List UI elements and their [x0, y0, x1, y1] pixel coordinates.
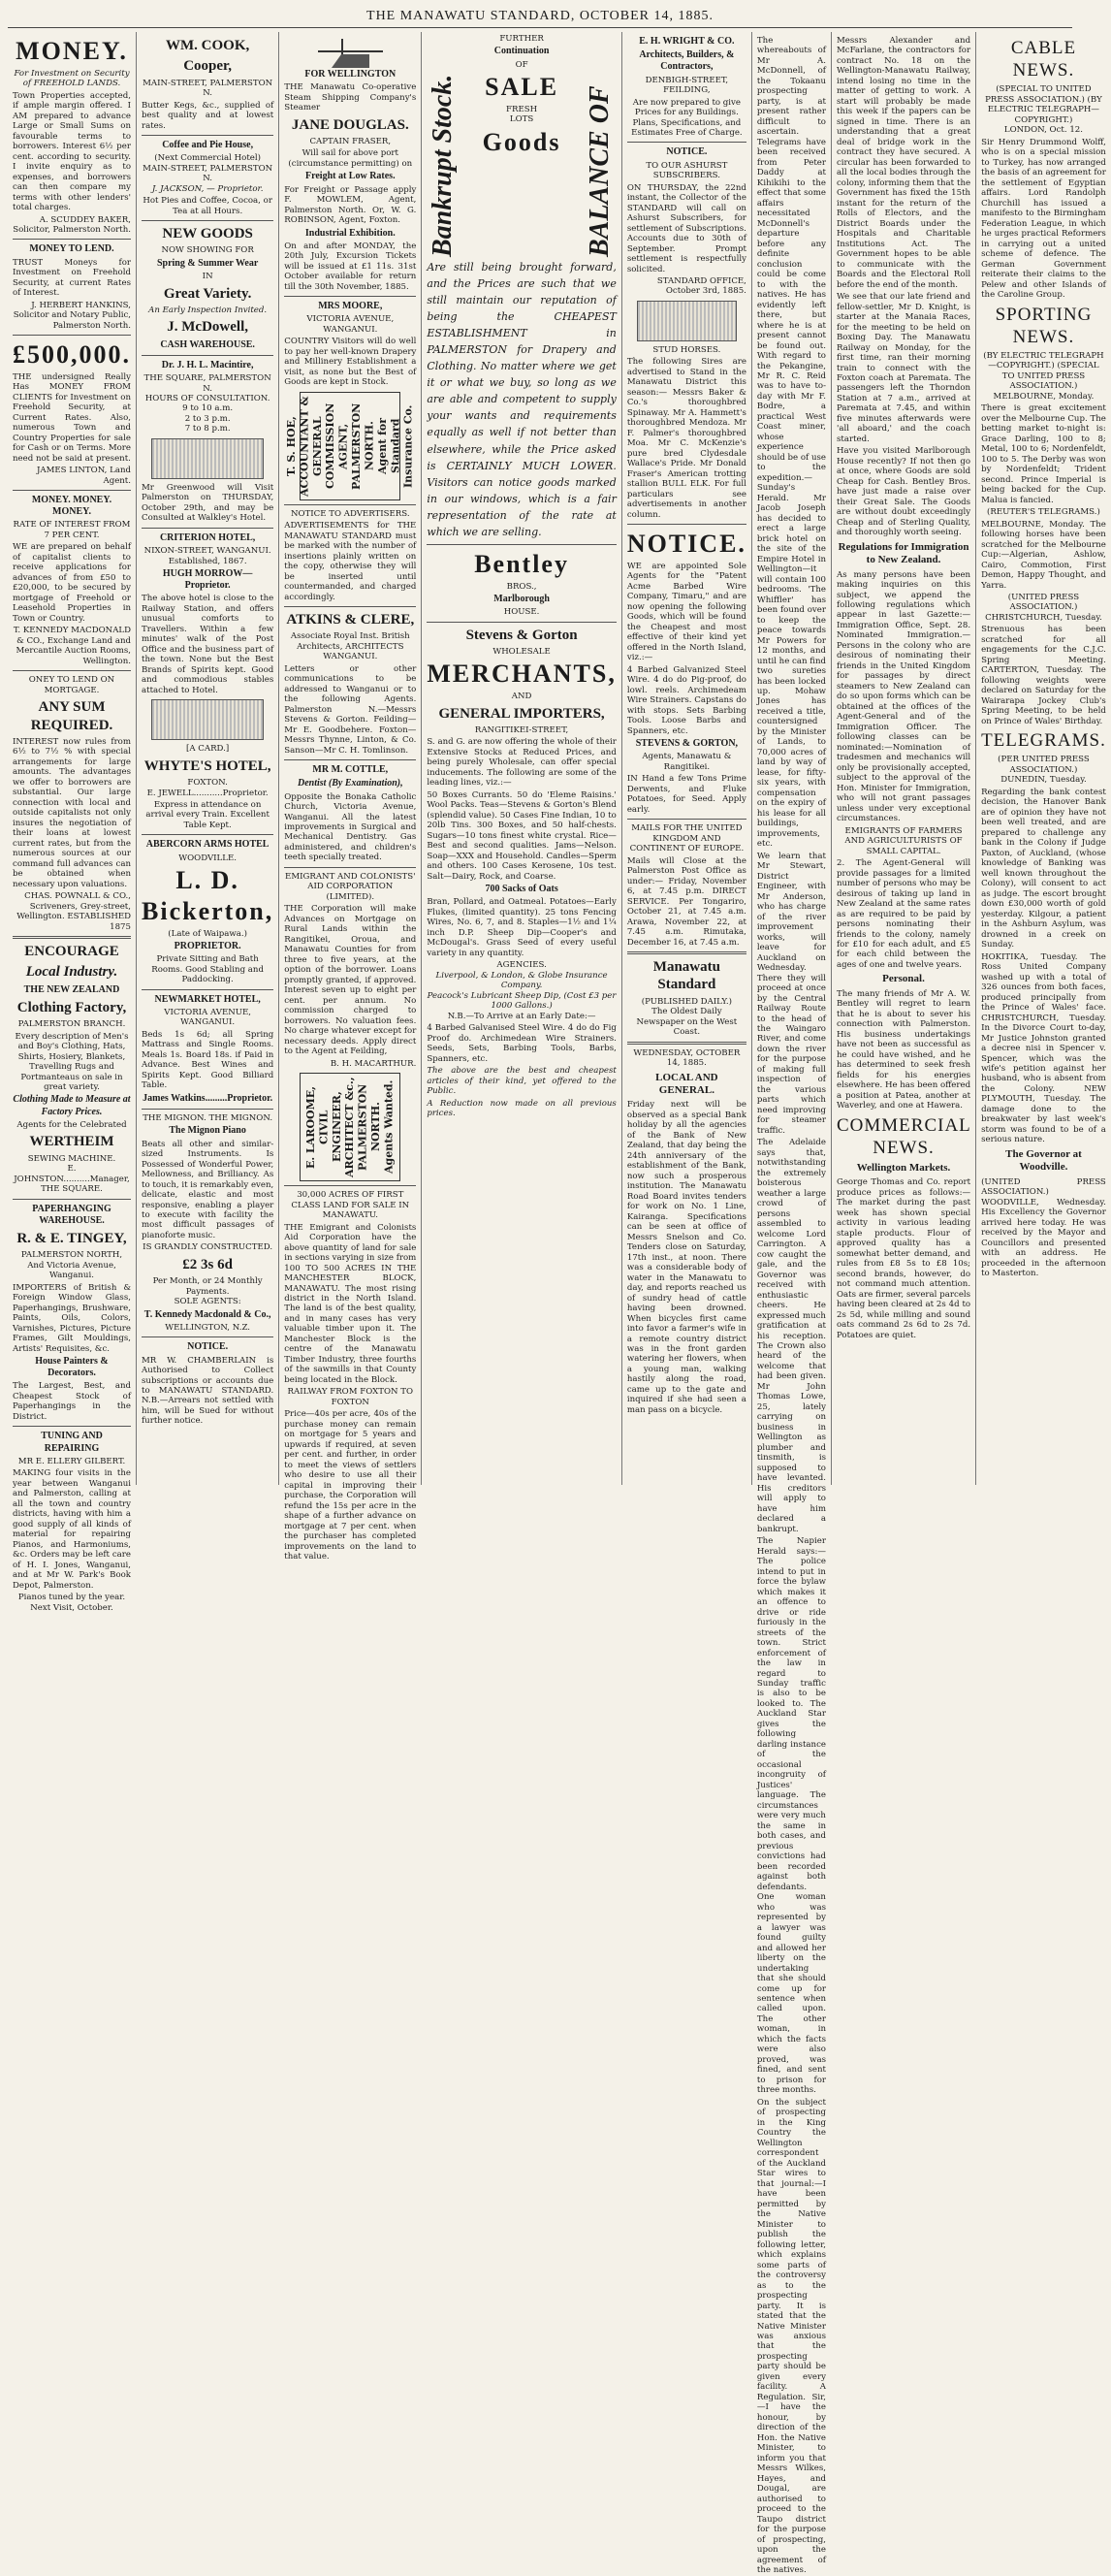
cook-heading: WM. COOK, — [166, 38, 250, 53]
spring-heading: Spring & Summer Wear — [156, 257, 259, 269]
laroome-card: E. LAROOME, CIVIL ENGINEER, ARCHITECT &c., PALMERSTON NORTH. Agents Wanted. — [300, 1073, 400, 1181]
great-heading: Great Variety. — [163, 285, 252, 302]
lines-list: 50 Boxes Currants. 50 do 'Eleme Raisins.' Wool Packs. Teas—Stevens & Gorton's Blend (splendid value). 50 Cases Fine Indian, 10 to 20lb Tins. 300 Boxes, and 50 half-chests. Sugars—10 tons finest white crystal. Rice—Best and second qualities. Jams—Nelson. Soap—XXX and Household. Candles—Sperm and others. 100 Cases Kerosene, 10s test. Salt—Dairy, Rock, and Coarse. — [427, 789, 617, 882]
woodville-heading: The Governor at Woodville. — [1005, 1147, 1082, 1174]
hours-3: 7 to 8 p.m. — [184, 424, 231, 435]
moore-heading: MRS MOORE, — [318, 301, 383, 312]
newmarket-body: Beds 1s 6d; all Spring Mattrass and Single Rooms. Meals 1s. Board 18s. if Paid in Advance. Best Wines and Spirits Kept. Good Billiard Table. — [142, 1029, 274, 1091]
jane-heading: JANE DOUGLAS. — [291, 116, 409, 133]
lend-body: TRUST Moneys for Investment on Freehold Security, at current Rates of Interest. — [13, 257, 131, 299]
exhibition-heading: Industrial Exhibition. — [304, 227, 396, 239]
wholesale-line: WHOLESALE — [492, 646, 551, 657]
news-body-1: The whereabouts of Mr A. McDonnell, of the Tokaanu prospecting party, is at present rather difficult to ascertain. Telegrams have been received from Peter Daddy at Kihikihi to the effect that some affairs necessitated McDonnell's departure before any definite conclusion could be come to with the natives. He has evidently left there, but where he is at present cannot be found out. With regard to the Pekangine, Mr R. C. Reid was to have to-day with Mr F. Bodre, a practical West Coast miner, whose experience should be of use to the expedition.—Sunday's Herald. Mr Jacob Joseph has decided to erect a large brick hotel on the site of the Empire Hotel in Wellington—it will contain 100 bedrooms. 'The Whiffler' has been found over to keep the peace towards Mr Powers for 12 months, and until he can find two sureties has been locked up. Mohaw Jones has received a title, countersigned by the Minister of Lands, to 70,000 acres of land by way of lease, for fifty-six years, with compensation on the expiry of his lease for all buildings, improvements, etc. — [756, 36, 826, 850]
foot-line: The above are the best and cheapest articles of their kind, yet offered to the Public. — [427, 1066, 617, 1097]
melbourne-dateline: MELBOURNE, Monday. — [993, 391, 1095, 402]
acres-body: THE Emigrant and Colonists Aid Corporation have the above quantity of land for sale in sections varying in size from 100 TO 500 ACRES IN THE MANCHESTER BLOCK, MANAWATU. The most rising district in the North Island. The land is of the best quality, and in many cases has very valuable timber upon it. The Manchester Block is the centre of the Manawatu Timber Industry, three fourths of the sawmills in that County being located in the Block. — [284, 1222, 417, 1385]
column-8 — [976, 32, 1111, 1485]
mails-body: Mails will Close at the Palmerston Post Office as under:— Friday, November 6, at 7.45 p.m. DIRECT SERVICE. Per Tongariro, October 21, at 7.45 a.m. Arawa, November 22, at 7.45 a.m. Rimutaka, December 16, at 7.45 a.m. — [626, 855, 746, 948]
merchants-heading: MERCHANTS, — [427, 660, 617, 689]
jackson-line: J. JACKSON, — Proprietor. — [151, 183, 264, 194]
sporting-body: There is great excitement over the Melbourne Cup. The betting market to-night is: Grace Darling, 100 to 8; Metal, 100 to 6; Nordenfeldt, 100 to 5. The Derby was won by Nordenfeldt; Trident second. Prince Imperial is being backed for the Cup. Malua is fancied. — [981, 403, 1106, 505]
cashware-heading: CASH WAREHOUSE. — [160, 338, 255, 350]
early-body: 4 Barbed Galvanised Steel Wire. 4 do do Fig Proof do. Archimedean Wire Strainers. Seeds, Sets, Barbing Tools, Barbs, Spanners, etc. — [427, 1023, 617, 1064]
sale-heading: SALE — [485, 73, 559, 102]
news-body-8: Have you visited Marlborough House recently? If not then go at once, where Goods are sold Cheap for Cash. Bentley Bros. have just made a raise over their Great Sale. The Goods are without doubt exceedingly Cheap and of Sterling Quality, and thoroughly worth seeing. — [836, 446, 971, 538]
factory-body: Every description of Men's and Boy's Clothing, Hats, Shirts, Hosiery, Blankets, Travelling Rugs and Portmanteaus on sale in great variety. — [15, 1031, 129, 1092]
cook-body: Butter Kegs, &c., supplied of best quality and at lowest rates. — [142, 100, 274, 131]
rangitikei-line: RANGITIKEI-STREET, — [474, 724, 569, 735]
mortgage-heading: ONEY TO LEND ON MORTGAGE. — [28, 675, 115, 695]
mails-heading: MAILS FOR THE UNITED KINGDOM AND CONTINENT OF EUROPE. — [629, 823, 745, 854]
cable-heading: CABLE NEWS. — [1010, 38, 1077, 81]
personal-body: The many friends of Mr A. W. Bentley will regret to learn that he is about to sever his connection with Palmerston. His business undertakings have not been as successful as he could have wished, and he has determined to seek fresh fields for his energies elsewhere. He has been offered a position at Patea, another at Waverley, and one at Hawera. — [836, 988, 971, 1111]
house-line: HOUSE. — [503, 607, 540, 618]
early-line: An Early Inspection Invited. — [148, 305, 268, 315]
dunedin-dateline: DUNEDIN, Tuesday. — [1000, 775, 1087, 786]
greenwood-body: Mr Greenwood will Visit Palmerston on THURSDAY, October 29th, and may be Consulted at Walkley's Hotel. — [142, 482, 274, 524]
sg-subheading: Agents, Manawatu & Rangitikei. — [642, 752, 732, 772]
bankrupt-side-right: BALANCE OF — [584, 85, 615, 257]
coach-illustration — [151, 699, 264, 740]
bickerton-body: Private Sitting and Bath Rooms. Good Stabling and Paddocking. — [151, 954, 264, 985]
column-2 — [137, 32, 279, 1485]
encourage-heading: ENCOURAGE — [24, 944, 119, 960]
atkins-heading: ATKINS & CLERE, — [286, 612, 415, 628]
column-4 — [422, 32, 622, 1485]
mignon-price: £2 3s 6d — [182, 1256, 233, 1272]
tuning-heading: TUNING AND REPAIRING — [41, 1431, 103, 1454]
nz-heading: THE NEW ZEALAND — [23, 983, 120, 995]
mcdowell-heading: J. McDowell, — [167, 319, 248, 336]
waipawa-line: (Late of Waipawa.) — [168, 928, 247, 939]
macintire-subheading: THE SQUARE, PALMERSTON N. — [143, 373, 271, 394]
wertheim-heading: WERTHEIM — [29, 1134, 114, 1150]
anysum-signature: CHAS. POWNALL & CO., Scriveners, Grey-street, Wellington. ESTABLISHED 1875 — [16, 891, 131, 932]
emig-heading: Regulations for Immigration to New Zealand. — [838, 540, 969, 566]
christ-body: Strenuous has been scratched for all engagements for the C.J.C. Spring Meeting. CARTERTON, Tuesday. The following weights were declared on Saturday for the Wairarapa Jockey Club's Spring Meeting, to be held on Prince of Wales' Birthday. — [981, 625, 1106, 726]
column-3 — [279, 32, 422, 1562]
general-heading: GENERAL IMPORTERS, — [438, 705, 605, 722]
wright-address: DENBIGH-STREET, FEILDING, — [645, 75, 729, 96]
agents-line: Agents for the Celebrated — [16, 1119, 127, 1130]
sporting-heading: SPORTING NEWS. — [995, 304, 1093, 347]
masthead: THE MANAWATU STANDARD, OCTOBER 14, 1885. — [8, 6, 1072, 28]
money-subheading: For Investment on Security of FREEHOLD LANDS. — [14, 68, 130, 89]
fresh-line: FRESH — [506, 104, 538, 114]
lots-line: LOTS — [509, 114, 534, 125]
ashurst-heading: TO OUR ASHURST SUBSCRIBERS. — [646, 160, 728, 181]
bentley-heading: Bentley — [474, 549, 569, 578]
commercial-heading: COMMERCIAL NEWS. — [836, 1114, 971, 1158]
mignon-heading: The Mignon Piano — [169, 1125, 246, 1137]
amount-body: THE undersigned Really Has MONEY FROM CLIENTS for Investment on Freehold Security, at Current Rates. Also, numerous Town and Country Properties for sale for Cash or on Terms. More need not be said at present. — [13, 371, 131, 464]
news-body-2: We learn that Mr Stewart, District Engineer, with Mr Anderson, who has charge of the river improvement works, will leave for Auckland on Wednesday. There they will proceed at once by the Central Railway Route to the head of the Waingaro River, and come down the river for the purpose of making full inspection of the various parts which need improving for steamer traffic. — [756, 851, 826, 1136]
lend-heading: MONEY TO LEND. — [29, 243, 114, 255]
reduction-line: A Reduction now made on all previous prices. — [427, 1098, 617, 1119]
date-line: WEDNESDAY, OCTOBER 14, 1885. — [633, 1047, 741, 1069]
telegrams-body: Regarding the bank contest decision, the Hanover Bank are of opinion they have not been well treated, and are prepared to challenge any bank in the Colony if Judge Paxton, of Auckland, (whose knowledge of Banking was well known throughout the Colony), will consent to act as judge. The escort brought down £30,000 worth of gold yesterday. Kilgour, a patient in the Ashburn Asylum, was drowned in a creek on Sunday. — [981, 787, 1106, 950]
peacock-line: Peacock's Lubricant Sheep Dip, (Cost £3 per 1000 Gallons.) — [427, 990, 617, 1012]
wright-heading: E. H. WRIGHT & CO. — [639, 36, 735, 47]
hours-1: 9 to 10 a.m. — [182, 403, 234, 414]
sg-heading: STEVENS & GORTON, — [635, 738, 739, 750]
macintire-heading: Dr. J. H. L. Macintire, — [161, 359, 254, 370]
further-line: FURTHER — [499, 34, 544, 44]
exhibition-body: On and after MONDAY, the 20th July, Excursion Tickets will be issued at £1 11s. 31st October available for return till the 30th November, 1885. — [284, 241, 417, 292]
hours-2: 2 to 3 p.m. — [184, 413, 231, 424]
tingey-foot: The Largest, Best, and Cheapest Stock of Paperhangings in the District. — [13, 1381, 131, 1422]
local-heading: LOCAL AND GENERAL. — [655, 1071, 718, 1096]
dentist-heading: Dentist (By Examination), — [297, 778, 403, 789]
markets-heading: Wellington Markets. — [856, 1162, 951, 1174]
agencies-heading: AGENCIES. — [496, 960, 547, 971]
marlborough-heading: Marlborough — [493, 594, 550, 604]
jackson-body: Hot Pies and Coffee, Cocoa, or Tea at all Hours. — [143, 196, 272, 216]
column-5 — [622, 32, 752, 1485]
daily-line: (PUBLISHED DAILY.) — [641, 996, 732, 1007]
tuned-line: Pianos tuned by the year. — [17, 1593, 126, 1603]
jewell-line: E. JEWELL...........Proprietor. — [146, 788, 269, 798]
amount-signature: JAMES LINTON, Land Agent. — [36, 466, 131, 486]
branch-heading: PALMERSTON BRANCH. — [17, 1019, 126, 1030]
london-dateline: LONDON, Oct. 12. — [1003, 125, 1083, 136]
local-body: Friday next will be observed as a special Bank holiday by all the agencies of the Bank of New Zealand, that day being the 24th anniversary of the establishment of the Bank, now such a prosperous institution. The Manawatu Road Board invites tenders for work on No. 1 Line, Kairanga. Specifications can be seen at office of Messrs Snelson and Co. Tenders close on Saturday, 17th inst., at noon. There was a considerable body of water in the Manawatu to day, and reports reached us of sundry head of cattle having been drowned. When bicycles first came into favor a farmer's wife in a remote country district was in the front garden watering her flowers, when a young man, walking hastily along the road, came up to the gate and inquired if she had seen a man pass on a bicycle. — [626, 1100, 746, 1415]
bros-line: BROS., — [506, 581, 537, 592]
tingey-body: IMPORTERS of British & Foreign Window Glass, Paperhangings, Brushware, Paints, Oils, Colors, Varnishes, Pictures, Picture Frames, Gilt Mouldings, Artists' Requisites, &c. — [13, 1282, 131, 1354]
mignon-body: Beats all other and similar-sized Instruments. Is Possessed of Wonderful Power, Mellowness, and Brilliancy. As to touch, it is remarkably even, delicate, elastic and most responsive, enabling a player to execute with facility the most difficult passages of pianoforte music. — [142, 1139, 274, 1240]
column-6 — [752, 32, 832, 2576]
rate-body: WE are prepared on behalf of capitalist clients to receive applications for advances of from £50 to £20,000, to be secured by mortgage of Freehold or Leasehold Properties in Town or Country. — [13, 542, 131, 624]
reuter-body: MELBOURNE, Monday. The following horses have been scratched for the Melbourne Cup:—Algerian, Ashlow, Cairo, Commotion, First Demon, Happy Thought, and Yarra. — [981, 519, 1106, 591]
hours-heading: HOURS OF CONSULTATION. — [144, 393, 270, 403]
news-body-3: The Adelaide says that, notwithstanding the extremely boisterous weather a large crowd of persons assembled to welcome Lord Carrington. A cow caught the gale, and the Governor was received with enthusiastic cheers. He expressed much gratification at his reception. The Crown also heard of the welcome that had been given. Mr John Thomas Lowe, 25, lately carrying on business in Wellington as plumber and tinsmith, is supposed to have levanted. His creditors will apply to have him declared a bankrupt. — [756, 1138, 826, 1534]
emigrant-signature: B. H. MACARTHUR. — [330, 1058, 417, 1069]
rate-heading: RATE OF INTEREST FROM 7 PER CENT. — [13, 520, 131, 540]
for-wellington-heading: FOR WELLINGTON — [304, 69, 397, 80]
money-body: Town Properties accepted, if ample margin offered. I AM prepared to advance Large or Small Sums on favourable terms to borrowers. Interest 6½ per cent. according to security. I invite enquiry as to expenses, and borrowers can then compare my terms with other lenders' total charges. — [13, 90, 131, 213]
liverpool-line: Liverpool, & London, & Globe Insurance Company. — [435, 970, 608, 991]
money-heading: MONEY. — [16, 37, 128, 65]
cottle-body: Opposite the Bonaka Catholic Church, Victoria Avenue, Wanganui. All the latest improvements in Surgical and Mechanical Dentistry. Gas administered, and children's teeth specially treated. — [284, 791, 417, 863]
ashurst-signature: STANDARD OFFICE, October 3rd, 1885. — [656, 275, 746, 297]
emigrant-body: THE Corporation will make Advances on Mortgage on Rural Lands within the Rangitikei, Oroua, and Manawatu Counties for from three to five years, at the option of the borrower. Loans promptly granted, if approved. Interest seven up to eight per cent. per annum. No commission charged to borrowers. No valuation fees. No charge whatever except for necessary deeds. Apply direct to the Agent at Feilding, — [284, 904, 417, 1057]
notice-heading: NOTICE. — [187, 1341, 229, 1353]
hoe-card: T. S. HOE, ACCOUNTANT & GENERAL COMMISSION AGENT, PALMERSTON NORTH. Agent for Standard Insurance Co. — [300, 392, 400, 500]
telegrams-heading: TELEGRAMS. — [981, 730, 1106, 752]
of-line: OF — [515, 59, 528, 70]
news-body-5: On the subject of prospecting in the King Country the Wellington correspondent of the Auckland Star wires to that journal:—I have been permitted by the Native Minister to publish the following letter, which explains some parts of the controversy as to the prospecting party. It is stated that the Native Minister was anxious that the prospecting party should be given every facility. A Regulation. Sir,—I have the honour, by direction of the Hon. the Native Minister, to inform you that Messrs Wilkes, Hayes, and Dougal, are authorised to proceed to the Taupo district for the purpose of prospecting, upon the agreement of the natives. — [756, 2097, 826, 2576]
anysum-heading: ANY SUM REQUIRED. — [30, 699, 113, 733]
christ-dateline: (UNITED PRESS ASSOCIATION.) CHRISTCHURCH, Tuesday. — [985, 593, 1102, 623]
kennedy-heading: T. Kennedy Macdonald & Co., — [143, 1308, 271, 1320]
markets-body: George Thomas and Co. report produce prices as follows:—The market during the past week has shown special activity in various leading staple products. Flour of approved quality has a somewhat better demand, and rules from £8 5s to £8 10s; second brands, however, do not command much attention. Oats are firmer, several parcels having been cleared at 2s 4d to 2s 5d, while milling and sound oats command 2s 6d to 2s 7d. Potatoes are quiet. — [836, 1177, 971, 1340]
goods-heading: Goods — [482, 127, 561, 156]
cable-subheading: (SPECIAL TO UNITED PRESS ASSOCIATION.) (BY ELECTRIC TELEGRAPH—COPYRIGHT.) — [985, 84, 1102, 125]
reuter-heading: (REUTER'S TELEGRAMS.) — [987, 507, 1100, 518]
constructed-line: IS GRANDLY CONSTRUCTED. — [143, 1242, 273, 1253]
tingey-subheading: PALMERSTON NORTH, And Victoria Avenue, Wanganui. — [20, 1250, 123, 1281]
oats-heading: 700 Sacks of Oats — [485, 884, 558, 895]
jewell-body: Express in attendance on arrival every Train. Excellent Table Kept. — [145, 799, 270, 830]
railway-line: RAILWAY FROM FOXTON TO FOXTON — [287, 1387, 414, 1407]
bankrupt-side-left: Bankrupt Stock. — [428, 74, 459, 257]
notice2-heading: NOTICE. — [626, 530, 746, 559]
cottle-heading: MR M. COTTLE, — [312, 764, 389, 776]
abercorn-heading: ABERCORN ARMS HOTEL — [145, 839, 270, 851]
stevens-body: S. and G. are now offering the whole of their Extensive Stocks at Reduced Prices, and being purely Wholesale, can offer special inducements. The following are some of the leading lines, viz.:— — [427, 737, 617, 789]
sporting-subheading: (BY ELECTRIC TELEGRAPH—COPYRIGHT.) (SPECIAL TO UNITED PRESS ASSOCIATION.) — [983, 350, 1104, 392]
oldest-line: The Oldest Daily Newspaper on the West Coast. — [636, 1007, 738, 1038]
decorators-heading: House Painters & Decorators. — [35, 1356, 109, 1379]
coffee-heading: Coffee and Pie House, — [162, 140, 254, 151]
newmarket-subheading: VICTORIA AVENUE, WANGANUI. — [164, 1007, 252, 1028]
column-7 — [832, 32, 976, 1485]
atkins-subheading: Associate Royal Inst. British Architects, ARCHITECTS WANGANUI. — [290, 631, 410, 662]
watkins-line: James Watkins.........Proprietor. — [143, 1092, 273, 1104]
column-1 — [8, 32, 137, 1613]
criterion-body: The above hotel is close to the Railway Station, and offers unusual comforts to Travellers. Within a few minutes' walk of the Post Office and the business part of the town. None but the Best Brands of Spirits kept. Good and commodious stables attached to Hotel. — [142, 594, 274, 695]
acres-body-2: Price—40s per acre, 40s of the purchase money can remain on mortgage for 5 years and upwards if required, at seven per cent. and further, in order to meet the views of settlers who desire to use all their capital in improving their purchase, the Corporation will refund the 15s per acre in the shape of a further advance on mortgage at 7 per cent. when the purchaser has completed improvements on the land to that value. — [284, 1409, 417, 1562]
horse-illustration — [637, 301, 737, 341]
news-body-6: Messrs Alexander and McFarlane, the contractors for contract No. 18 on the Wellington-Manawatu Railway, intend losing no time in the matter of getting to work. A start will probably be made this week if the papers can be signed in time. There is an understanding that a great deal of bridge work in the contract they have secured. A circular has been forwarded to all the local bodies through the colony, informing them that the Government has fixed the 15th instant for the return of the Rolls of Electors, and the District Boards under the Hospitals and Charitable Institutions Act. The Government hopes to be able to communicate with the Boards and the Electoral Roll before the end of the month. — [836, 36, 971, 290]
stud-heading: STUD HORSES. — [652, 344, 721, 355]
london-body: Sir Henry Drummond Wolff, who is on a special mission to Turkey, has now arranged the basis of an agreement for the settlement of Egyptian affairs. Lord Randolph Churchill has issued a manifesto to the Birmingham Federation League, in which he urges practical Reformers in carrying out a united scheme of defence. The German Government reiterate their claims to the Pelew and other Islands of the Caroline Group. — [981, 137, 1106, 301]
fare-body: 2. The Agent-General will provide passages for a limited number of persons who may be desirous of taking up land in New Zealand at the same rates as are required to be paid by persons nominating their friends to the colony, namely for £10 for each adult, and £5 for each child between the ages of one and twelve years. — [836, 858, 971, 970]
stud-body: The following Sires are advertised to Stand in the Manawatu District this season:— Messrs Baker & Co.'s thoroughbred Spinaway. Mr A. Hammett's thoroughbred Mendoza. Mr F. Palmer's thoroughbred Moa. Mr C. McKenzie's pure bred Clydesdale Wallace's Pride. Mr Donald Fraser's American trotting stallion BULL ELK. For full particulars see advertisements in another column. — [626, 357, 746, 520]
telegrams-subheading: (PER UNITED PRESS ASSOCIATION.) — [998, 755, 1090, 775]
captain-line: CAPTAIN FRASER, — [309, 136, 392, 146]
ship-body: THE Manawatu Co-operative Steam Shipping Company's Steamer — [284, 82, 417, 113]
card-line: [A CARD.] — [186, 744, 230, 755]
newgoods-heading: NEW GOODS — [162, 226, 253, 242]
ashurst-notice-heading: NOTICE. — [666, 146, 708, 158]
stevens-heading: Stevens & Gorton — [465, 627, 578, 643]
woodville-body: (UNITED PRESS ASSOCIATION.) WOODVILLE, Wednesday. His Excellency the Governor arrived here today. He was received by the Mayor and Councillors and presented with an address. He proceeded in the afternoon to Masterton. — [981, 1176, 1106, 1279]
mmm-heading: MONEY. MONEY. MONEY. — [31, 495, 112, 518]
steamer-illustration — [303, 37, 397, 66]
standard-heading: Manawatu Standard — [652, 959, 720, 993]
criterion-subheading: NIXON-STREET, WANGANUI. Established, 1867. — [143, 546, 271, 566]
nowshow-line: NOW SHOWING FOR — [161, 245, 254, 256]
hand-illustration — [151, 438, 264, 479]
proprietor-heading: PROPRIETOR. — [174, 941, 241, 952]
criterion-heading: CRITERION HOTEL, — [159, 531, 256, 543]
moore-body: COUNTRY Visitors will do well to pay her well-known Drapery and Millinery Establishment a visit, as none but the Best of Goods are kept in Stock. — [284, 337, 417, 388]
news-body-4: The Napier Herald says:—The police intend to put in force the bylaw which makes it an offence to drive or ride furiously in the streets of the town. Strict enforcement of the law in regard to Sunday traffic is also to be looked to. The Auckland Star gives the following darling instance of the occasional incongruity of Justices' language. The circumstances were very much the same in both cases, and previous convictions had been recorded against both defendants. One woman who was represented by a lawyer was found guilty and allowed her liberty on the undertaking that she should come up for sentence when called upon. The other woman, in which the facts were also proved, was fined, and sent to prison for three months. — [756, 1536, 826, 2096]
barbed-body: WE are appointed Sole Agents for the "Patent Acme Barbed Wire Company, Timaru," and are now opening the following Goods, which will be found the Cheapest and most effective of their kind yet offered in the North Island, viz.:— — [626, 561, 746, 663]
hand-body: IN Hand a few Tons Prime Derwents, and Fluke Potatoes, for Seed. Apply early. — [626, 774, 746, 815]
money-signature: A. SCUDDEY BAKER, Solicitor, Palmerston North. — [13, 214, 131, 235]
freight-heading: Freight at Low Rates. — [305, 171, 396, 182]
local-industry-heading: Local Industry. — [25, 964, 118, 981]
emigrant-heading: EMIGRANT AND COLONISTS' AID CORPORATION (LIMITED). — [285, 871, 416, 902]
sole-agents: SOLE AGENTS: — [174, 1297, 241, 1307]
telegrams-body-2: HOKITIKA, Tuesday. The Ross United Company washed up with a total of 326 ounces from both faces, produced principally from the Prince of Wales' face. CHRISTCHURCH, Tuesday. In the Divorce Court to-day, Mr Justice Johnston granted a decree nisi in Spencer v. Spencer, which was the wife's petition against her husband, who is absent from the Colony. NEW PLYMOUTH, Tuesday. The damage done to the breakwater by last week's storm was found to be of a serious nature. — [981, 951, 1106, 1145]
wellington-line: WELLINGTON, N.Z. — [165, 1322, 251, 1333]
cook-address: MAIN-STREET, PALMERSTON N. — [143, 78, 273, 99]
advert-body: ADVERTISEMENTS for THE MANAWATU STANDARD must be marked with the number of insertions plainly written on the copy, otherwise they will be inserted until countermanded, and charged accordingly. — [284, 521, 417, 602]
paper-heading: PAPERHANGING WAREHOUSE. — [32, 1203, 111, 1226]
bankrupt-stock-ad — [427, 34, 617, 257]
manager-line: E. JOHNSTON..........Manager, THE SQUARE. — [14, 1164, 130, 1195]
morrow-heading: HUGH MORROW—Proprietor. — [162, 568, 253, 592]
prices-heading: Clothing Made to Measure at Factory Prices. — [13, 1094, 131, 1117]
fare-heading: EMIGRANTS OF FARMERS AND AGRICULTURISTS OF SMALL CAPITAL. — [844, 825, 963, 856]
sail-line: Will sail for above port (circumstance permitting) on — [288, 148, 413, 169]
gilbert-body: MAKING four visits in the year between Wanganui and Palmerston, calling at all the town and country districts, having with him a good supply of all kinds of material for repairing Pianos, and Harmoniums, &c. Orders may be left care of H. I. Jones, Wanganui, and at Mr W. Park's Book Depot, Palmerston. — [13, 1468, 131, 1591]
barbed-list: 4 Barbed Galvanized Steel Wire. 4 do do Pig-proof, do lowl. reels. Archimedeam Wire Strainers. Capstans do with stops. Sets Barbing Tools. Loose Barbs and Spanners, etc. — [626, 664, 746, 736]
and-line: AND — [511, 692, 532, 702]
factory-heading: Clothing Factory, — [16, 999, 127, 1015]
anysum-body: INTEREST now rules from 6½ to 7½ % with special arrangements for large amounts. The advantages we offer to borrowers are substantial. Our large connection with local and outside capitalists not only insures the negotiation of their loans at lowest current rates, but from the numerous sources at our command full advances can be obtained when necessary upon valuations. — [13, 736, 131, 889]
notice-body: MR W. CHAMBERLAIN is Authorised to Collect subscriptions or accounts due to MANAWATU STANDARD. N.B.—Arrears not settled with him, will be Sued for without further notice. — [142, 1355, 274, 1427]
whyte-heading: WHYTE'S HOTEL, — [143, 757, 271, 774]
wright-body: Are now prepared to give Prices for any Buildings. Plans, Specifications, and Estimates Free of Charge. — [631, 97, 743, 138]
cooper-heading: Cooper, — [183, 58, 233, 75]
coffee-subheading: (Next Commercial Hotel) MAIN-STREET, PALMERSTON N. — [143, 153, 273, 184]
foxton-line: FOXTON. — [187, 778, 228, 789]
gilbert-heading: MR E. ELLERY GILBERT. — [17, 1456, 126, 1466]
still-body: Are still being brought forward, and the Prices are such that we still maintain our reputation of being the CHEAPEST ESTABLISHMENT in PALMERSTON for Drapery and Clothing. No matter where we get it or what we buy, so long as we are able and competent to supply your wants and requirements equally as well if not better than elsewhere, while the Price asked is CERTAINLY MUCH LOWER. Visitors can notice goods marked in our windows, which is a fair representation of the rate at which we are selling. — [427, 261, 617, 538]
mignon-month: Per Month, or 24 Monthly Payments. — [152, 1276, 263, 1297]
ashurst-body: ON THURSDAY, the 22nd instant, the Collector of the STANDARD will call on Ashurst Subscribers, for settlement of Subscriptions. Accounts due to 30th of September. Prompt settlement is respectfully solicited. — [626, 182, 746, 274]
personal-heading: Personal. — [882, 973, 925, 985]
sewing-heading: SEWING MACHINE. — [27, 1153, 116, 1164]
amount-heading: £500,000. — [13, 340, 131, 370]
rate-signature: T. KENNEDY MACDONALD & CO., Exchange Land and Mercantile Auction Rooms, Wellington. — [13, 626, 131, 666]
next-visit-line: Next Visit, October. — [30, 1602, 113, 1613]
continuation-line: Continuation — [493, 46, 550, 57]
acres-heading: 30,000 ACRES OF FIRST CLASS LAND FOR SALE IN MANAWATU. — [291, 1190, 410, 1221]
moore-subheading: VICTORIA AVENUE, WANGANUI. — [306, 314, 395, 335]
tingey-heading: R. & E. TINGEY, — [16, 1230, 127, 1246]
freight-body: For Freight or Passage apply F. MOWLEM, Agent, Palmerston North. Or, W. G. ROBINSON, Agent, Foxton. — [284, 184, 417, 226]
bickerton-heading: L. D. Bickerton, — [142, 866, 274, 925]
in-line: IN — [202, 272, 213, 282]
news-body-7: We see that our late friend and fellow-settler, Mr D. Knight, is starter at the Manaia Races, for the meeting to be held on Boxing Day. The Manawatu Railway on Monday, for the first time, ran their morning train to connect with the Foxton coach at Paremata. The passengers left the Thorndon Station at 7 a.m., arrived at Paremata at 7.45, and within five minutes afterwards were 'all aboard,' and the coach started. — [836, 292, 971, 444]
newmarket-heading: NEWMARKET HOTEL, — [154, 993, 261, 1005]
woodville-line: WOODVILLE. — [178, 853, 237, 863]
lines-list-2: Bran, Pollard, and Oatmeal. Potatoes—Early Flukes, (limited quantity). 25 tons Fencing Wires, No. 6, 7, and 8. Staples—1½ and 1¼ inch D.P. Sheep Dip—Cooper's and McDougal's. Grass Seed of every useful variety in any quantity. — [427, 897, 617, 958]
mignon-line: THE MIGNON. THE MIGNON. — [143, 1112, 273, 1123]
lend-signature: J. HERBERT HANKINS, Solicitor and Notary Public, Palmerston North. — [13, 300, 131, 331]
emig-body: As many persons have been making inquiries on this subject, we append the following regulations which appear in last Gazette:—Immigration Office, Sept. 28. Nominated Immigration.—Persons in the colony who are desirous of nominating their friends in the United Kingdom for passages by direct steamers to New Zealand can do so upon forms which can be obtained at the offices of the Agent-General and of the Immigration Officer. The following classes can be nominated:—Nomination of tradesmen and mechanics will only be provisionally accepted, subject to the approval of the Hon. Minister for Immigration, who will not grant passages unless under very exceptional circumstances. — [836, 569, 971, 824]
early-line: N.B.—To Arrive at an Early Date:— — [447, 1011, 596, 1021]
advert-heading: NOTICE TO ADVERTISERS. — [290, 508, 410, 519]
wright-subheading: Architects, Builders, & Contractors, — [639, 49, 735, 73]
atkins-body: Letters or other communications to be addressed to Wanganui or to the following Agents. Palmerston N.—Messrs Stevens & Gorton. Feilding—Mr E. Goodbehere. Foxton—Messrs Thynne, Linton, & Co. Sanson—Mr C. H. Tomlinson. — [284, 663, 417, 756]
